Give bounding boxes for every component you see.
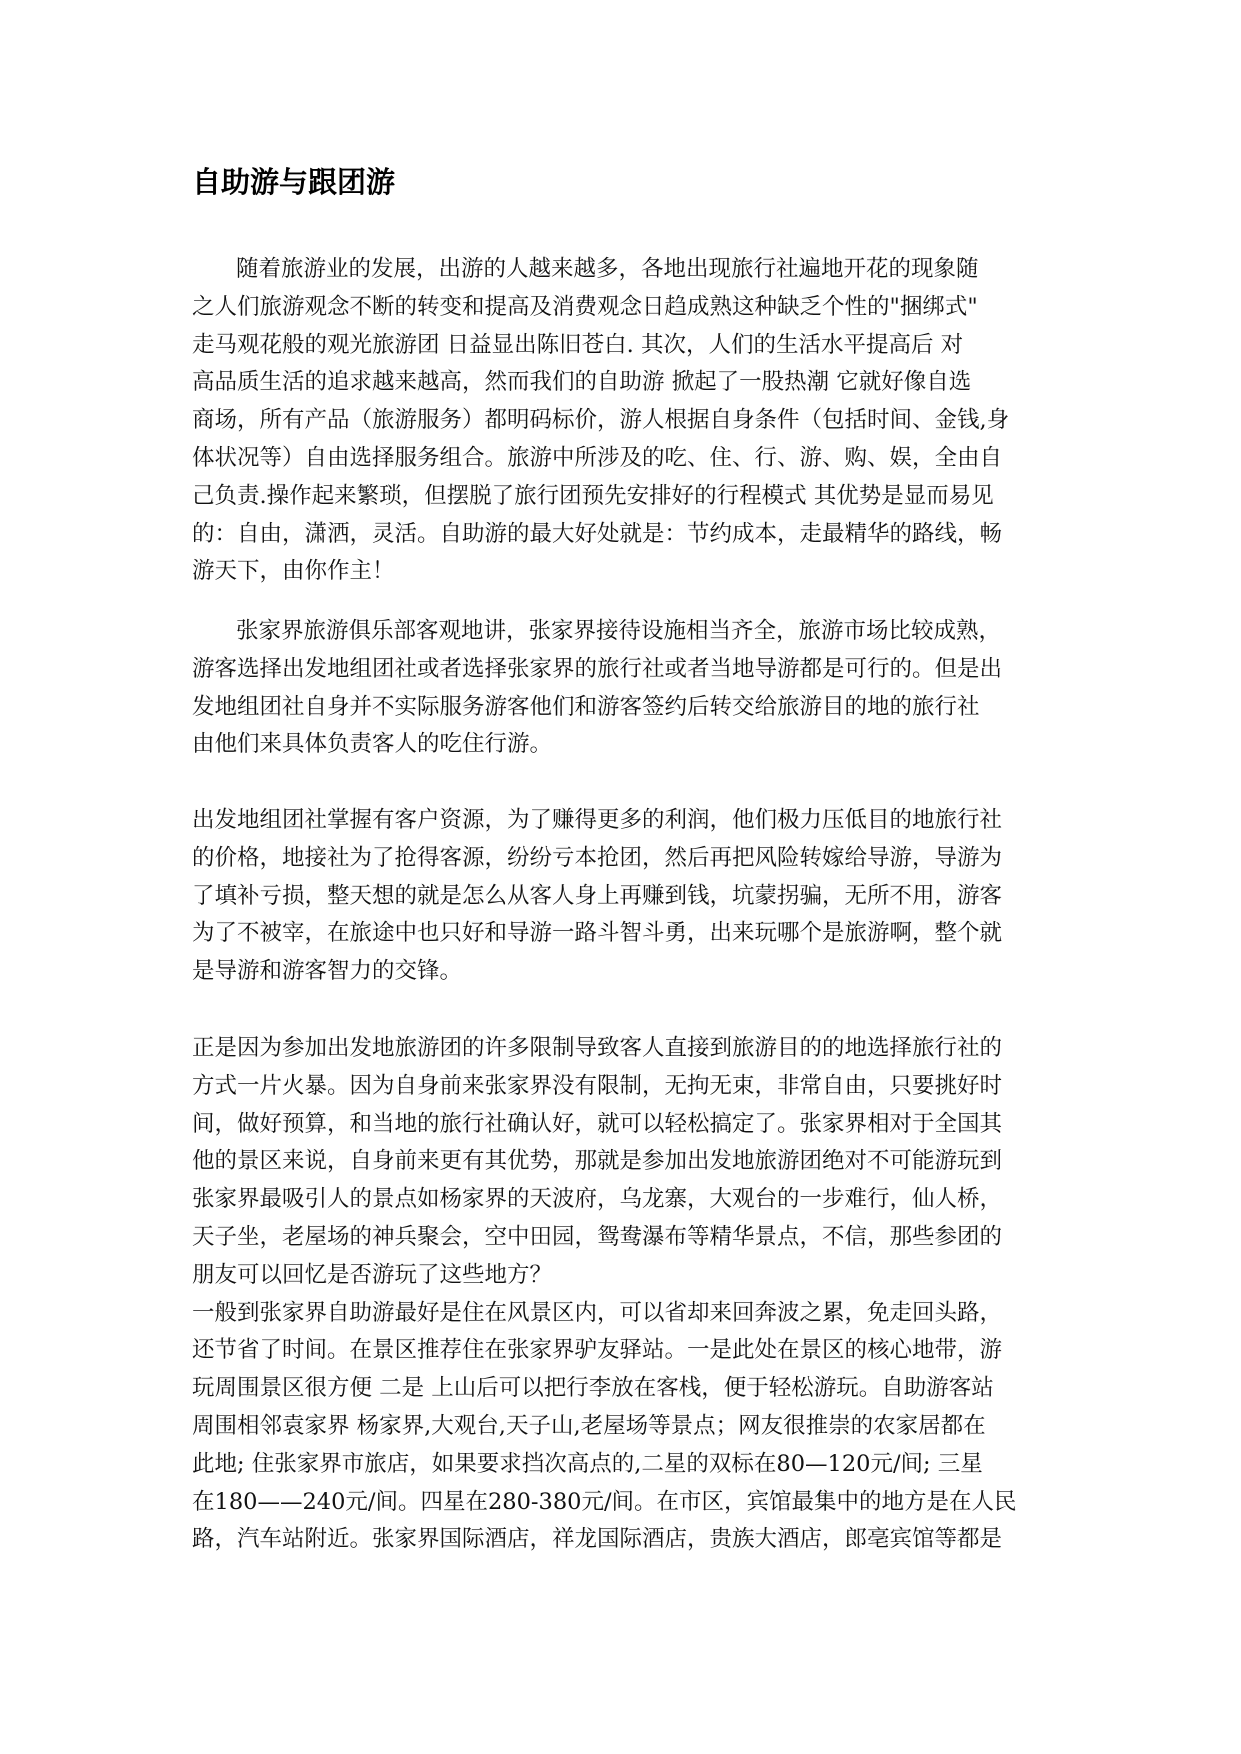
text-line: 随着旅游业的发展，出游的人越来越多，各地出现旅行社遍地开花的现象随: [236, 256, 979, 282]
text-line: 张家界旅游俱乐部客观地讲，张家界接待设施相当齐全，旅游市场比较成熟，: [236, 618, 1002, 644]
text-line: 还节省了时间。在景区推荐住在张家界驴友驿站。一是此处在景区的核心地带，游: [192, 1337, 1003, 1364]
text-line: 游客选择出发地组团社或者选择张家界的旅行社或者当地导游都是可行的。但是出: [192, 655, 1003, 682]
text-line: 之人们旅游观念不断的转变和提高及消费观念日趋成熟这种缺乏个性的"捆绑式": [192, 293, 978, 320]
text-line: 体状况等）自由选择服务组合。旅游中所涉及的吃、住、行、游、购、娱，全由自: [192, 444, 1003, 471]
text-line: 是导游和游客智力的交锋。: [192, 958, 463, 985]
document-title: 自助游与跟团游: [192, 165, 396, 199]
text-line: 天子坐，老屋场的神兵聚会，空中田园，鸳鸯瀑布等精华景点，不信，那些参团的: [192, 1223, 1003, 1250]
text-line: 玩周围景区很方便 二是 上山后可以把行李放在客栈，便于轻松游玩。自助游客站: [192, 1375, 994, 1402]
paragraph-3: [192, 802, 1002, 991]
text-line: 的价格，地接社为了抢得客源，纷纷亏本抢团，然后再把风险转嫁给导游，导游为: [192, 844, 1003, 871]
paragraph-2: [192, 613, 1002, 764]
text-line: 发地组团社自身并不实际服务游客他们和游客签约后转交给旅游目的地的旅行社: [192, 693, 980, 720]
text-line: 他的景区来说，自身前来更有其优势，那就是参加出发地旅游团绝对不可能游玩到: [192, 1148, 1003, 1175]
text-line: 高品质生活的追求越来越高，然而我们的自助游 掀起了一股热潮 它就好像自选: [192, 369, 972, 396]
text-line: 的：自由，潇洒，灵活。自助游的最大好处就是：节约成本，走最精华的路线，畅: [192, 520, 1003, 547]
paragraph-1: [192, 251, 1009, 591]
text-line: 一般到张家界自助游最好是住在风景区内，可以省却来回奔波之累，免走回头路，: [192, 1299, 1003, 1326]
text-line: 周围相邻袁家界 杨家界,大观台,天子山,老屋场等景点；网友很推崇的农家居都在: [192, 1412, 986, 1439]
text-line: 朋友可以回忆是否游玩了这些地方？: [192, 1261, 553, 1288]
text-line: 在180——240元/间。四星在280-380元/间。在市区，宾馆最集中的地方是在人民: [192, 1488, 1017, 1515]
text-line: 此地; 住张家界市旅店，如果要求挡次高点的,二星的双标在80—120元/间; 三星: [192, 1450, 983, 1477]
text-line: 己负责.操作起来繁琐，但摆脱了旅行团预先安排好的行程模式 其优势是显而易见: [192, 482, 994, 509]
text-line: 了填补亏损，整天想的就是怎么从客人身上再赚到钱，坑蒙拐骗，无所不用，游客: [192, 882, 1003, 909]
text-line: 商场，所有产品（旅游服务）都明码标价，游人根据自身条件（包括时间、金钱,身: [192, 407, 1010, 434]
text-line: 由他们来具体负责客人的吃住行游。: [192, 731, 553, 758]
text-line: 正是因为参加出发地旅游团的许多限制导致客人直接到旅游目的的地选择旅行社的: [192, 1035, 1003, 1061]
text-line: 走马观花般的观光旅游团 日益显出陈旧苍白. 其次，人们的生活水平提高后 对: [192, 331, 964, 358]
paragraph-4: [192, 1030, 1017, 1559]
text-line: 出发地组团社掌握有客户资源，为了赚得更多的利润，他们极力压低目的地旅行社: [192, 807, 1003, 833]
text-line: 游天下，由你作主！: [192, 558, 395, 585]
text-line: 方式一片火暴。因为自身前来张家界没有限制，无拘无束，非常自由，只要挑好时: [192, 1072, 1003, 1099]
text-line: 间，做好预算，和当地的旅行社确认好，就可以轻松搞定了。张家界相对于全国其: [192, 1110, 1003, 1137]
text-line: 为了不被宰，在旅途中也只好和导游一路斗智斗勇，出来玩哪个是旅游啊，整个就: [192, 920, 1003, 947]
text-line: 路，汽车站附近。张家界国际酒店，祥龙国际酒店，贵族大酒店，郎亳宾馆等都是: [192, 1526, 1003, 1553]
text-line: 张家界最吸引人的景点如杨家界的天波府，乌龙寨，大观台的一步难行，仙人桥，: [192, 1186, 1003, 1213]
